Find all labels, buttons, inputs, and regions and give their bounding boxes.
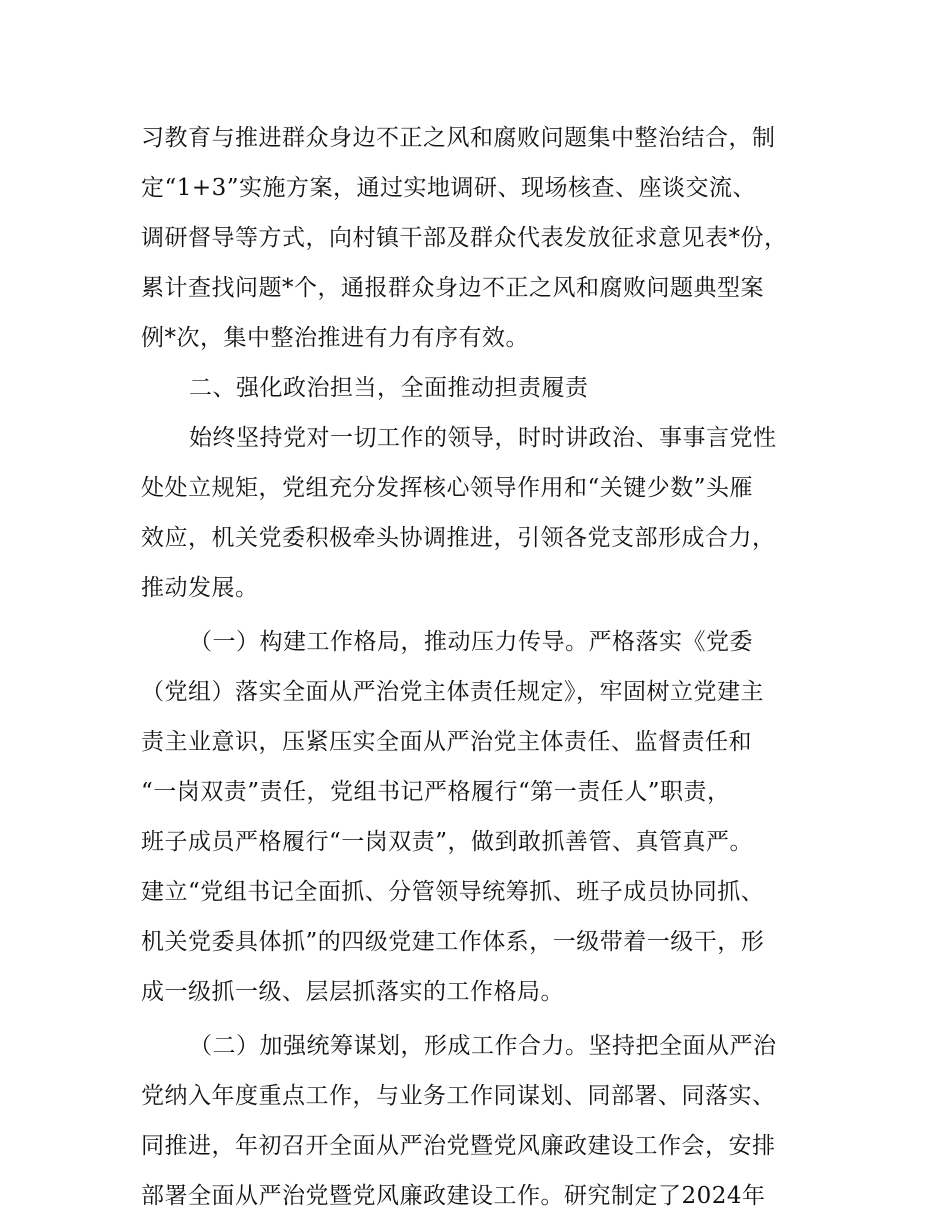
text-line: 例*次，集中整治推进有力有序有效。 bbox=[141, 325, 529, 351]
text-line: 成一级抓一级、层层抓落实的工作格局。 bbox=[141, 979, 564, 1005]
text-line: 推动发展。 bbox=[141, 575, 259, 601]
text-line: （党组）落实全面从严治党主体责任规定》，牢固树立党建主 bbox=[141, 679, 764, 705]
text-line: （二）加强统筹谋划，形成工作合力。坚持把全面从严治 bbox=[189, 1033, 777, 1059]
text-line: “一岗双责”责任，党组书记严格履行“第一责任人”职责， bbox=[141, 779, 731, 805]
text-line: 党纳入年度重点工作，与业务工作同谋划、同部署、同落实、 bbox=[141, 1083, 776, 1109]
text-line: 机关党委具体抓”的四级党建工作体系，一级带着一级干，形 bbox=[141, 929, 765, 955]
text-line: 班子成员严格履行“一岗双责”，做到敢抓善管、真管真严。 bbox=[141, 829, 754, 855]
text-line: 习教育与推进群众身边不正之风和腐败问题集中整治结合，制 bbox=[141, 125, 776, 151]
text-line: 定“1+3”实施方案，通过实地调研、现场核查、座谈交流、 bbox=[141, 175, 757, 201]
text-line: 始终坚持党对一切工作的领导，时时讲政治、事事言党性 bbox=[189, 425, 777, 451]
text-line: 处处立规矩，党组充分发挥核心领导作用和“关键少数”头雁 bbox=[141, 475, 754, 501]
text-line: 同推进，年初召开全面从严治党暨党风廉政建设工作会，安排 bbox=[141, 1133, 776, 1159]
text-line: 建立“党组书记全面抓、分管领导统筹抓、班子成员协同抓、 bbox=[141, 879, 765, 905]
text-line: 累计查找问题*个，通报群众身边不正之风和腐败问题典型案 bbox=[141, 275, 764, 301]
text-line: 责主业意识，压紧压实全面从严治党主体责任、监督责任和 bbox=[141, 729, 752, 755]
text-line: 调研督导等方式，向村镇干部及群众代表发放征求意见表*份， bbox=[141, 225, 788, 251]
text-line: 部署全面从严治党暨党风廉政建设工作。研究制定了2024年 bbox=[141, 1183, 766, 1209]
heading-line: 二、强化政治担当，全面推动担责履责 bbox=[189, 375, 589, 401]
text-line: 效应，机关党委积极牵头协调推进，引领各党支部形成合力， bbox=[141, 525, 776, 551]
text-line: （一）构建工作格局，推动压力传导。严格落实《党委 bbox=[189, 629, 753, 655]
